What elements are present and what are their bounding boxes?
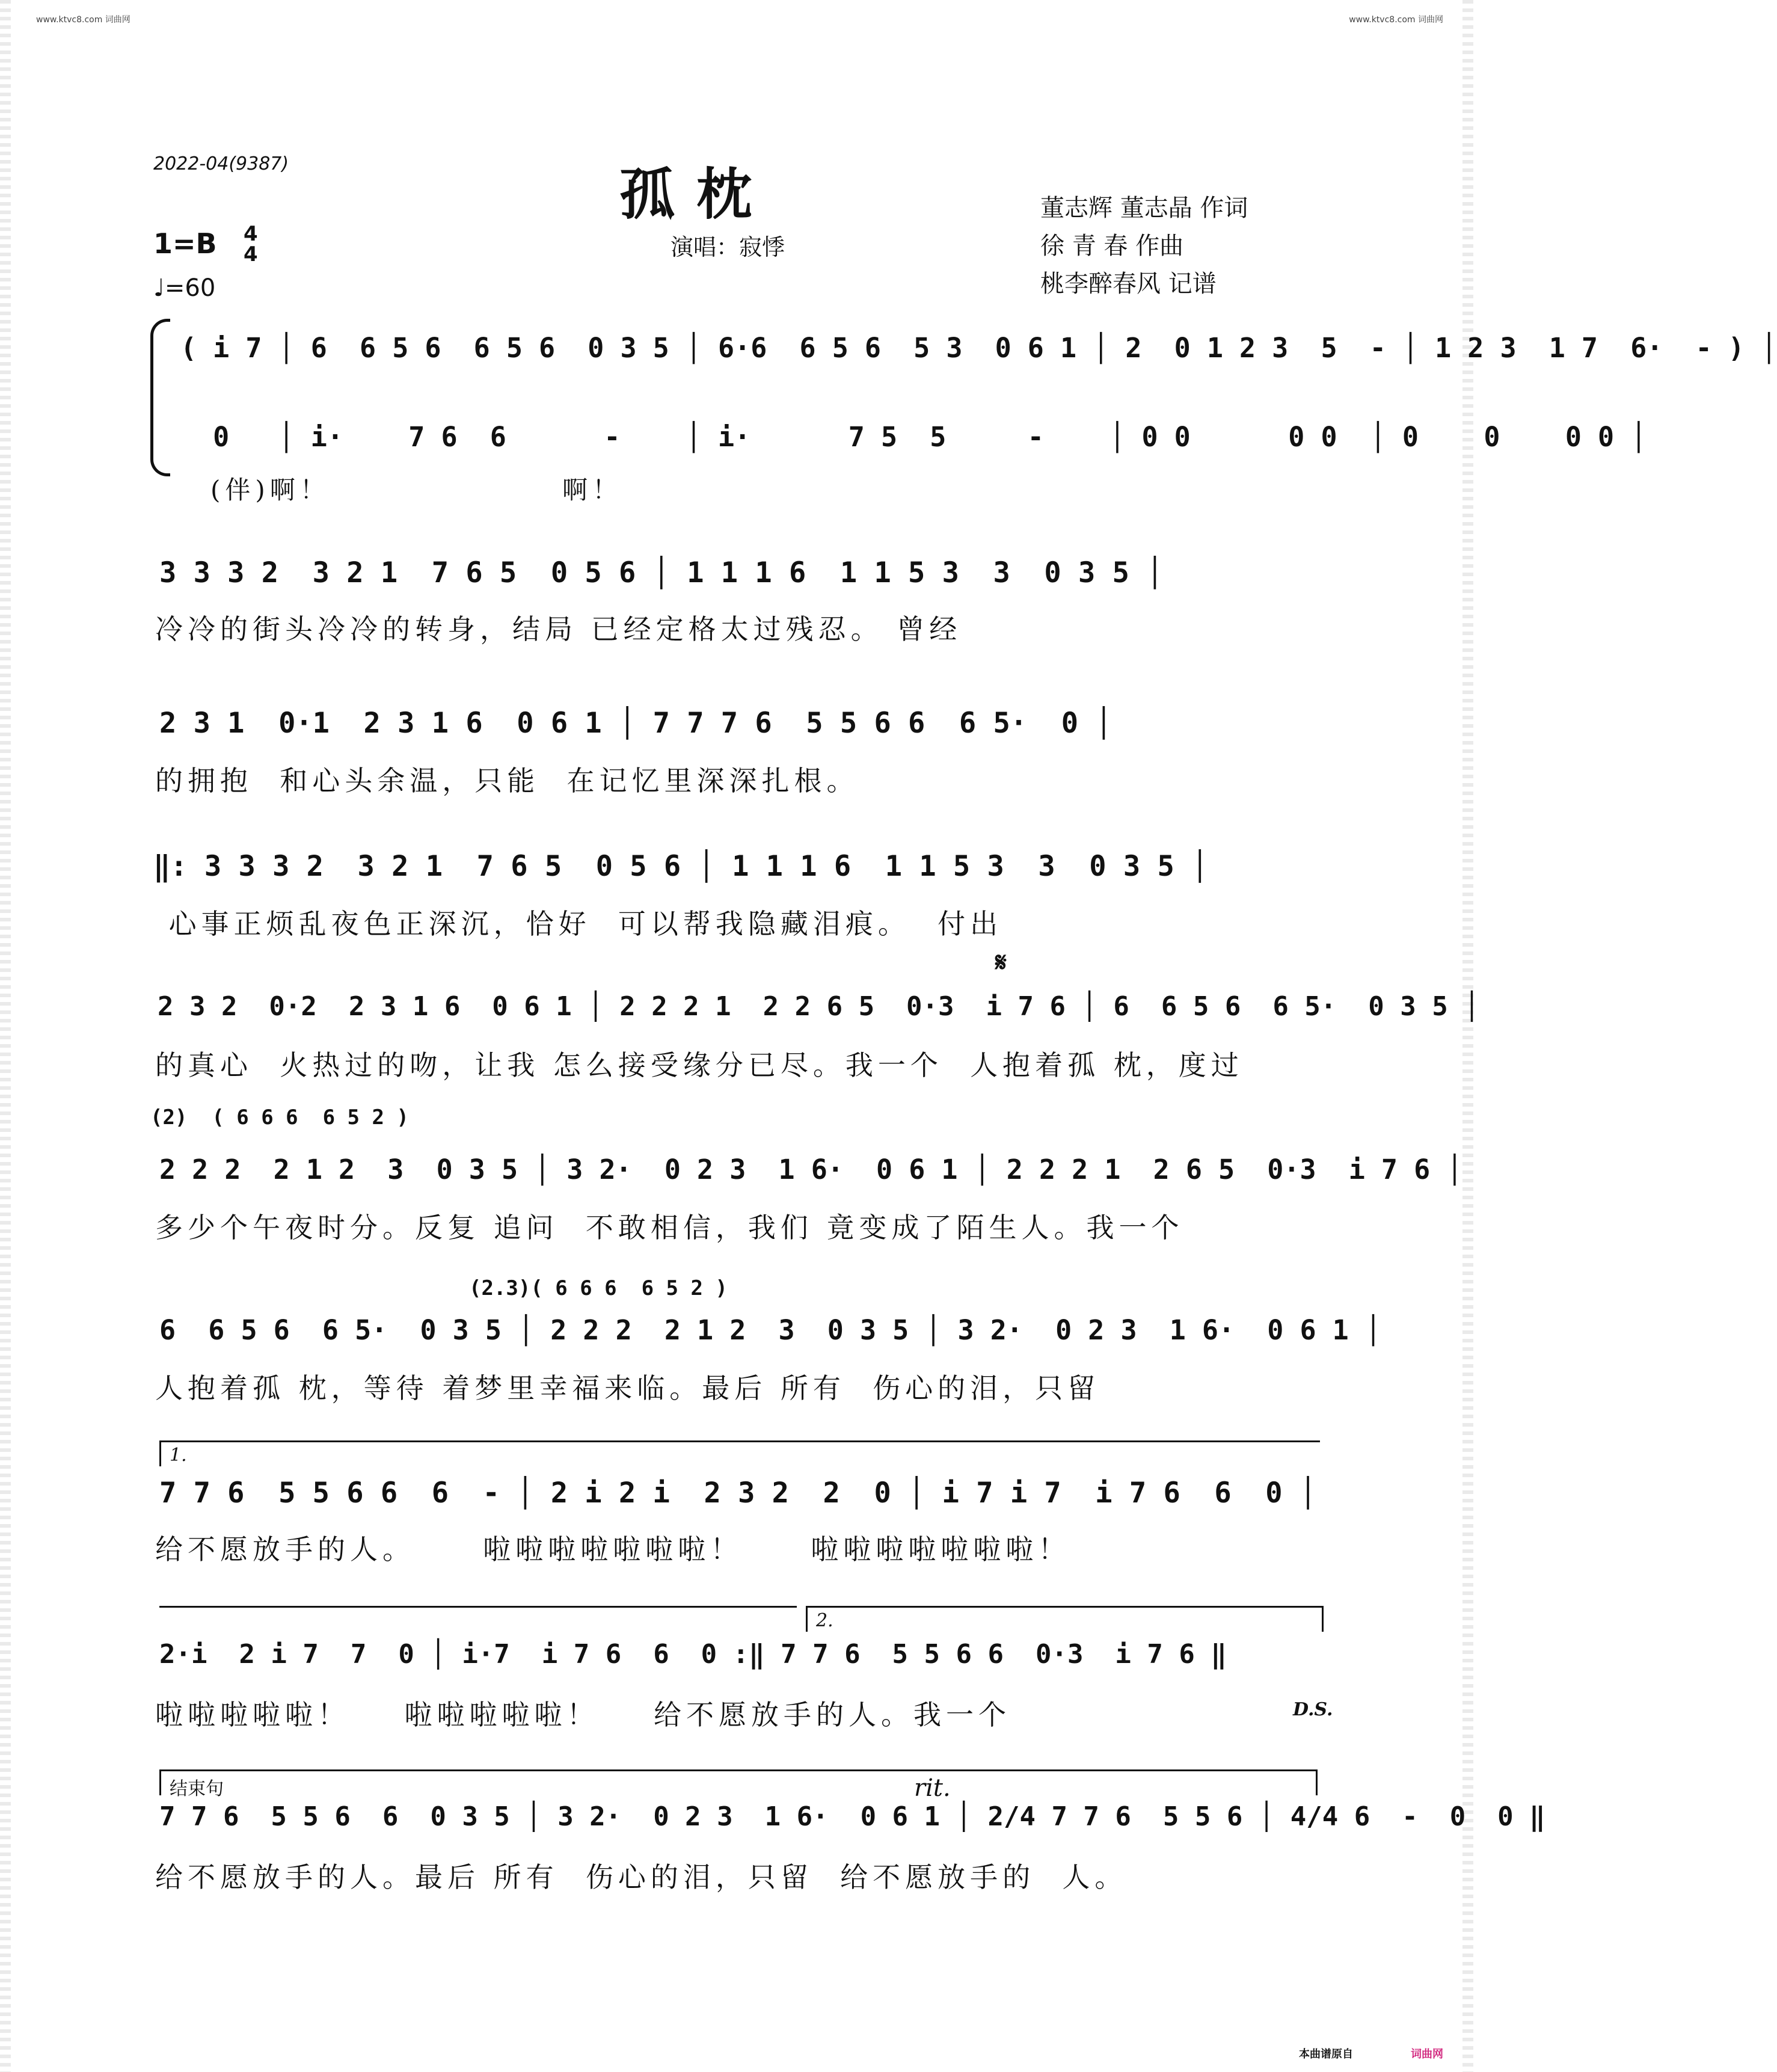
segno-sign: 𝄋 bbox=[995, 947, 1007, 978]
notation-row-6: 6 6 5 6 6 5· 0 3 5 │ 2 2 2 2 1 2 3 0 3 5 │ 3 2· 0 2 3 1 6· 0 6 1 │ bbox=[159, 1314, 1381, 1346]
notation-row-4: 2 3 2 0·2 2 3 1 6 0 6 1 │ 2 2 2 1 2 2 6 5 0·3 i 7 6 │ 6 6 5 6 6 5· 0 3 5 │ bbox=[158, 991, 1480, 1022]
notation-row-9: 7 7 6 5 5 6 6 0 3 5 │ 3 2· 0 2 3 1 6· 0 6 1 │ 2/4 7 7 6 5 5 6 │ 4/4 6 - 0 0 ‖ bbox=[159, 1801, 1545, 1832]
notation-row-8: 2·i 2 i 7 7 0 │ i·7 i 7 6 6 0 :‖ 7 7 6 5 5 6 6 0·3 i 7 6 ‖ bbox=[159, 1639, 1227, 1670]
intro-lyric-ban: (伴)啊！ bbox=[210, 475, 330, 505]
site-mark-right: www.ktvc8.com 词曲网 bbox=[1349, 15, 1443, 25]
volta-line-1 bbox=[159, 1440, 1320, 1442]
ritardando-mark: rit. bbox=[914, 1774, 951, 1802]
right-border-strip bbox=[1462, 0, 1473, 2072]
intro-melody: ( i 7 │ 6 6 5 6 6 5 6 0 3 5 │ 6·6 6 5 6 5 3 0 6 1 │ 2 0 1 2 3 5 - │ 1 2 3 1 7 6· - ) │ bbox=[180, 332, 1777, 364]
volta-1-bracket bbox=[159, 1440, 187, 1466]
volta-2-label: 2. bbox=[816, 1610, 833, 1631]
coda-label: 结束句 bbox=[170, 1778, 224, 1800]
notation-row-5: 2 2 2 2 1 2 3 0 3 5 │ 3 2· 0 2 3 1 6· 0 6 1 │ 2 2 2 1 2 6 5 0·3 i 7 6 │ bbox=[159, 1154, 1463, 1185]
tempo-mark: ♩=60 bbox=[153, 274, 216, 302]
volta-2-bracket bbox=[806, 1606, 1324, 1632]
intro-accompaniment: 0 │ i· 7 6 6 - │ i· 7 5 5 - │ 0 0 0 0 │ 0 0 0 0 │ bbox=[180, 421, 1647, 453]
credits bbox=[1040, 189, 1248, 303]
intro-lyric-a: 啊！ bbox=[562, 475, 623, 505]
transcriber-credit: 桃李醉春风 记谱 bbox=[1040, 270, 1217, 298]
notation-row-2: 2 3 1 0·1 2 3 1 6 0 6 1 │ 7 7 7 6 5 5 6 6 6 5· 0 │ bbox=[159, 707, 1113, 740]
time-signature bbox=[244, 224, 258, 265]
lyric-row-1: 冷冷的街头冷冷的转身，结局 已经定格太过残忍。 曾经 bbox=[155, 613, 962, 645]
notation-row-7: 7 7 6 5 5 6 6 6 - │ 2 i 2 i 2 3 2 2 0 │ i 7 i 7 i 7 6 6 0 │ bbox=[159, 1477, 1317, 1510]
lyric-row-9: 给不愿放手的人。最后 所有 伤心的泪，只留 给不愿放手的 人。 bbox=[155, 1861, 1128, 1893]
notation-row-3: ‖: 3 3 3 2 3 2 1 7 6 5 0 5 6 │ 1 1 1 6 1 1 5 3 3 0 3 5 │ bbox=[153, 850, 1209, 883]
key-signature: 1=B bbox=[153, 227, 217, 260]
lyricist-credit: 董志辉 董志晶 作词 bbox=[1040, 194, 1248, 222]
volta-1-label: 1. bbox=[170, 1445, 187, 1466]
page-title: 孤 枕 bbox=[619, 162, 753, 227]
lyric-row-7: 给不愿放手的人。 啦啦啦啦啦啦啦！ 啦啦啦啦啦啦啦！ bbox=[155, 1533, 1071, 1566]
meter-top: 4 bbox=[244, 222, 258, 246]
footer-source: 本曲谱原自 bbox=[1299, 2048, 1353, 2061]
lyric-row-8: 啦啦啦啦啦！ 啦啦啦啦啦！ 给不愿放手的人。我一个 bbox=[155, 1698, 1011, 1731]
singer-credit: 演唱：寂悸 bbox=[671, 234, 785, 260]
lyric-row-4: 的真心 火热过的吻，让我 怎么接受缘分已尽。我一个 人抱着孤 枕，度过 bbox=[155, 1049, 1244, 1081]
lyric-row-6: 人抱着孤 枕，等待 着梦里幸福来临。最后 所有 伤心的泪，只留 bbox=[155, 1372, 1100, 1404]
composer-credit: 徐 青 春 作曲 bbox=[1040, 232, 1184, 260]
ds-mark: D.S. bbox=[1293, 1699, 1333, 1720]
lyric-row-2: 的拥抱 和心头余温，只能 在记忆里深深扎根。 bbox=[155, 764, 859, 797]
coda-bracket bbox=[159, 1769, 1318, 1800]
system-bracket bbox=[150, 319, 170, 476]
score-code: 2022-04(9387) bbox=[153, 153, 289, 174]
lyric-row-3: 心事正烦乱夜色正深沉，恰好 可以帮我隐藏泪痕。 付出 bbox=[155, 908, 1003, 940]
variant-notes-row-6: (2.3)( 6 6 6 6 5 2 ) bbox=[469, 1276, 728, 1300]
site-mark-left: www.ktvc8.com 词曲网 bbox=[36, 15, 130, 25]
volta-line-1b bbox=[159, 1606, 797, 1608]
footer-site: 词曲网 bbox=[1411, 2048, 1443, 2061]
left-border-strip bbox=[0, 0, 11, 2072]
meter-bottom: 4 bbox=[244, 242, 258, 266]
variant-notes-row-5: (2) ( 6 6 6 6 5 2 ) bbox=[150, 1105, 409, 1130]
lyric-row-5: 多少个午夜时分。反复 追问 不敢相信，我们 竟变成了陌生人。我一个 bbox=[155, 1211, 1184, 1244]
notation-row-1: 3 3 3 2 3 2 1 7 6 5 0 5 6 │ 1 1 1 6 1 1 5 3 3 0 3 5 │ bbox=[159, 556, 1164, 589]
